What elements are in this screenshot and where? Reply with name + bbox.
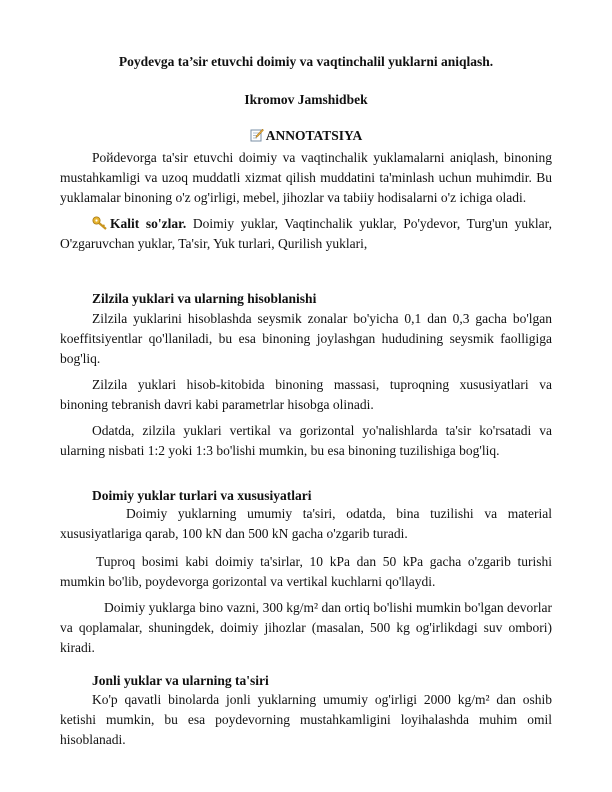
section-paragraph (60, 421, 552, 461)
keywords-paragraph (60, 214, 552, 254)
keywords-label: Kalit so'zlar. (110, 216, 187, 231)
author-name: Ikromov Jamshidbek (244, 92, 368, 107)
section-heading-doimiy: Doimiy yuklar turlari va xususiyatlari (92, 488, 312, 503)
document-title: Poydevga ta’sir etuvchi doimiy va vaqtinchalil yuklarni aniqlash. (118, 54, 494, 69)
annotation-heading-row (60, 128, 552, 144)
section-paragraph (60, 690, 552, 750)
key-icon (92, 216, 108, 230)
section-paragraph (60, 309, 552, 369)
annotation-heading: ANNOTATSIYA (265, 128, 363, 143)
memo-icon (250, 128, 264, 142)
paragraph-text: Zilzila yuklarini hisoblashda seysmik zonalar bo'yicha 0,1 dan 0,3 gacha bo'lgan koeffitsiyentlar qo'llaniladi, bu esa binoning joylashgan hududining seysmik faolligiga bog'liq. (60, 311, 552, 366)
paragraph-text: Odatda, zilzila yuklari vertikal va gorizontal yo'nalishlarda ta'sir ko'rsatadi va ularning nisbati 1:2 yoki 1:3 bo'lishi mumkin, bu esa binoning tuzilishiga bog'liq. (60, 423, 552, 458)
paragraph-text: Ko'p qavatli binolarda jonli yuklarning umumiy og'irligi 2000 kg/m² dan oshib ketishi mumkin, bu esa poydevorning mustahkamligini loyihalashda muhim omil hisoblanadi. (60, 692, 552, 747)
section-heading-jonli: Jonli yuklar va ularning ta'siri (92, 673, 269, 688)
section-paragraph (60, 504, 552, 544)
section-paragraph (60, 375, 552, 415)
paragraph-text: Doimiy yuklarga bino vazni, 300 kg/m² dan ortiq bo'lishi mumkin bo'lgan devorlar va qoplamalar, shuningdek, doimiy jihozlar (masalan, 500 kg og'irlikdagi suv ombori) kiradi. (60, 600, 552, 655)
paragraph-text: Doimiy yuklarning umumiy ta'siri, odatda, bina tuzilishi va material xususiyatlariga qarab, 100 kN dan 500 kN gacha o'zgarib turadi. (60, 506, 552, 541)
annotation-text: Poйdevorga ta'sir etuvchi doimiy va vaqtinchalik yuklamalarni aniqlash, binoning mustahkamligi va uzoq muddatli xizmat qilish muddatini ta'minlash uchun muhimdir. Bu yuklamalar binoning o'z og'irligi, mebel, jihozlar va tabiiy hodisalarni o'z ichiga oladi. (60, 150, 552, 205)
section-paragraph (60, 598, 552, 658)
annotation-paragraph (60, 148, 552, 208)
section-paragraph (60, 552, 552, 592)
paragraph-text: Tuproq bosimi kabi doimiy ta'sirlar, 10 kPa dan 50 kPa gacha o'zgarib turishi mumkin bo'lib, poydevorga gorizontal va vertikal kuchlarni qo'llaydi. (60, 554, 552, 589)
paragraph-text: Zilzila yuklari hisob-kitobida binoning massasi, tuproqning xususiyatlari va binoning tebranish davri kabi parametrlar hisobga olinadi. (60, 377, 552, 412)
keywords-list: Doimiy yuklar, Vaqtinchalik yuklar, Po'ydevor, Turg'un yuklar, O'zgaruvchan yuklar, Ta'sir, Yuk turlari, Qurilish yuklari, (60, 216, 553, 251)
section-heading-zilzila: Zilzila yuklari va ularning hisoblanishi (92, 291, 317, 306)
